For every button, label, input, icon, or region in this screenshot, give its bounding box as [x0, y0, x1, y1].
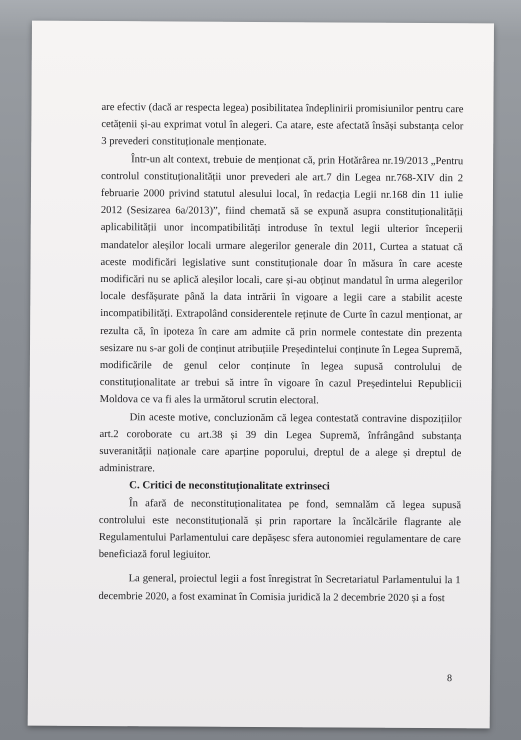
paragraph-conclusion: Din aceste motive, concluzionăm că legea contestată contravine dispozițiilor art.2 coroborate cu art.38 și 39 din Legea Supremă, înfrângând substanța suveranității naționale care aparține poporului, dreptul de a alege și dreptul de administrare. — [99, 411, 462, 475]
paragraph-continuation: are efectiv (dacă ar respecta legea) posibilitatea îndeplinirii promisiunilor pentru care cetățenii și-au exprimat votul în alegeri. Ca atare, este afectată însăși substanța celor 3 prevederi constituționale menționate. — [101, 102, 464, 149]
paragraph-extrinsic-critique: În afară de neconstituționalitatea pe fond, semnalăm că legea supusă controlului este neconstituțională și prin raportare la încălcările flagrante ale Regulamentului Parlamentului care depășesc sfera autonomiei regulamentare de care beneficiază forul legiuitor. — [98, 497, 462, 561]
paragraph-legislative-procedure: La general, proiectul legii a fost înregistrat în Secretariatul Parlamentului la 1 decembrie 2020, a fost examinat în Comisia juridică la 2 decembrie 2020 și a fost — [98, 573, 461, 604]
section-heading: C. Critici de neconstituționalitate extrinseci — [129, 479, 330, 493]
paragraph-court-decision: Într-un alt context, trebuie de menționat că, prin Hotărârea nr.19/2013 „Pentru controlul constituționalității unor prevederi ale art.7 din Legea nr.768-XIV din 2 februarie 2000 privind statutul alesului local, în redacția Legii nr.168 din 11 iulie 2012 (Sesizarea 6a/2013)”, fiind chemată să se expună asupra constituționalității aplicabilității unor incompatibilități introduse în textul legii ulterior începerii mandatelor aleșilor locali urmare alegerilor generale din 2011, Curtea a statuat că aceste modificări legislative sunt constituționale doar în măsura în care aceste modificări nu se aplică aleșilor locali, care și-au obținut mandatul în urma alegerilor locale desfășurate până la data intrării în vigoare a legii care a stabilit aceste incompatibilități. Extrapolând considerentele reținute de Curte în cazul menționat, ar rezulta că, în ipoteza în care am admite că prin normele contestate din prezenta sesizare nu s-ar goli de conținut atribuțiile Președintelui conținute în Legea Supremă, modificările de genul celor conținute în legea supusă controlului de constituționalitate ar trebui să intre în vigoare în cazul Președintelui Republicii Moldova ce va fi ales la următorul scrutin electoral. — [99, 153, 464, 407]
page-number: 8 — [446, 673, 453, 685]
document-page — [28, 21, 494, 729]
document-body — [98, 99, 463, 607]
